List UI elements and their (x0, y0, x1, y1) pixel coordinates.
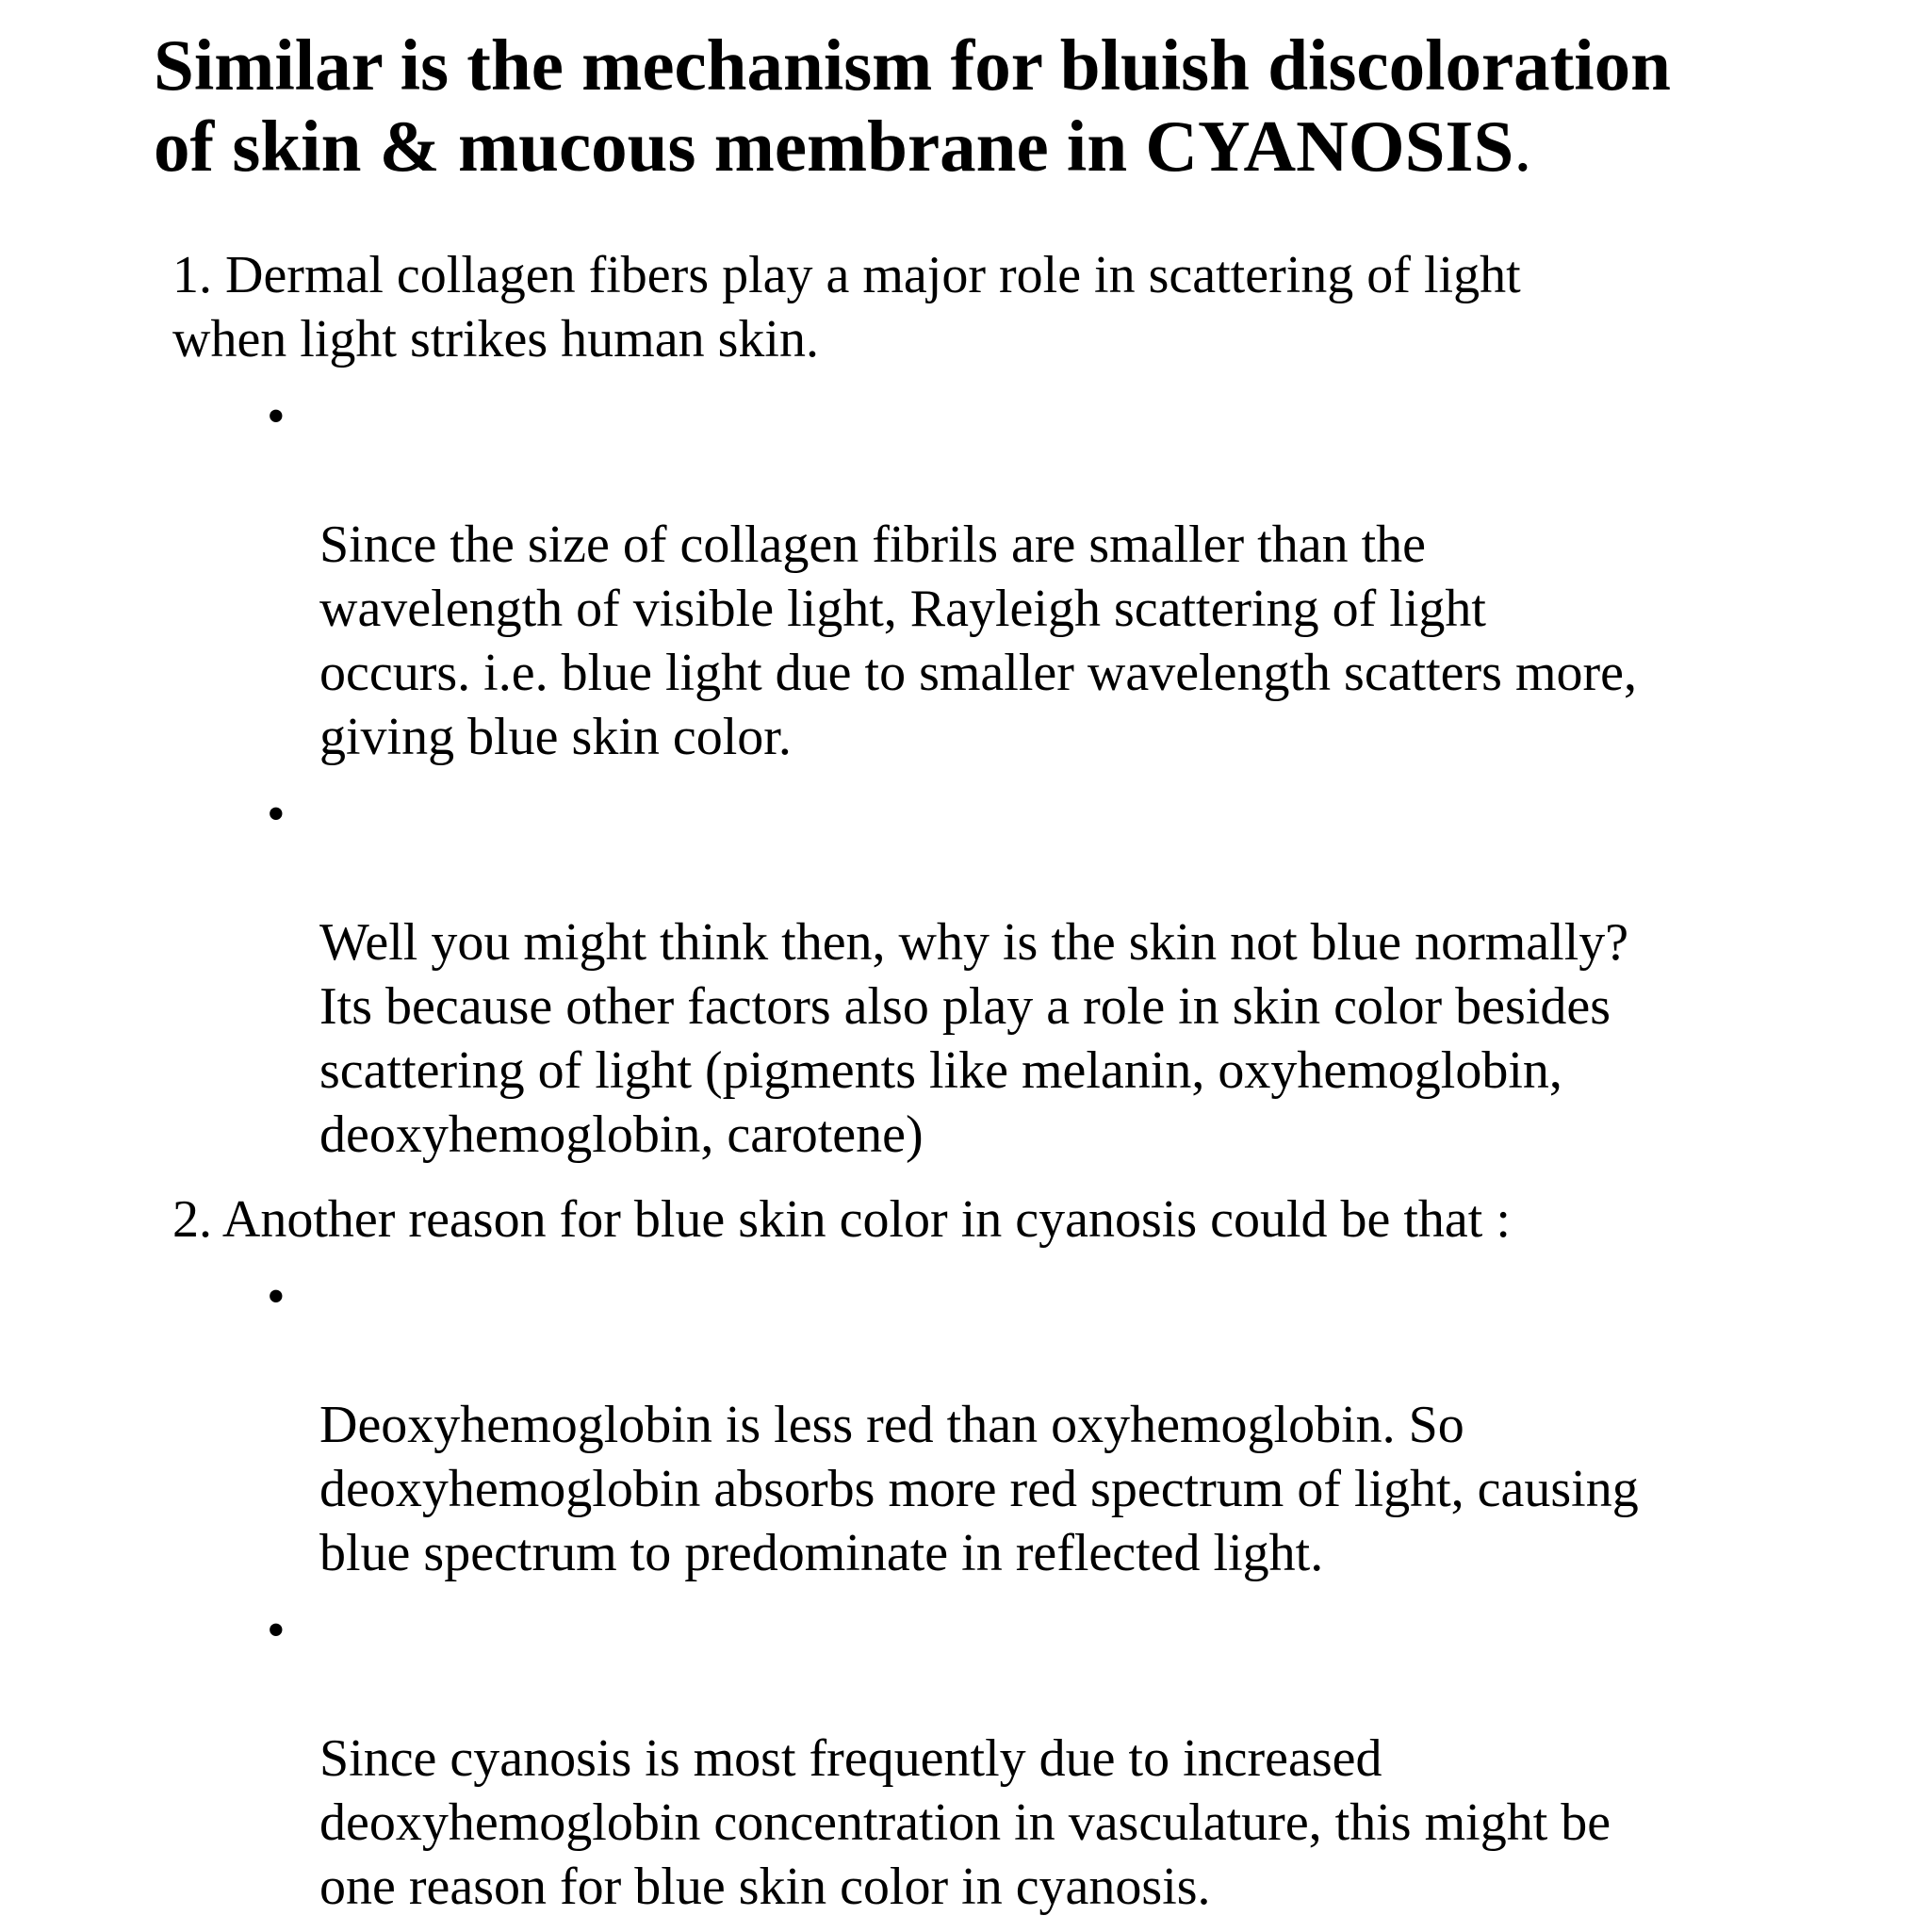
bullet-dot-icon: • (267, 387, 286, 446)
bullet-dot-icon: • (267, 1601, 286, 1660)
slide-title (154, 25, 1850, 187)
bullet-dot-icon: • (267, 1268, 286, 1326)
bullet-list-1 (172, 385, 1869, 1167)
bullet-item (267, 1598, 1869, 1919)
bullet-list-2 (172, 1265, 1869, 1919)
numbered-point-2: 2. Another reason for blue skin color in cyanosis could be that : (172, 1190, 1511, 1249)
bullet-text: Since the size of collagen fibrils are smaller than the wavelength of visible light, Rayleigh scattering of light occurs. i.e. blue light due to smaller wavelength scatters more, giving blue skin color. (319, 516, 1638, 766)
slide-title-period: . (1513, 106, 1532, 187)
bullet-item (267, 1265, 1869, 1585)
bullet-item (267, 385, 1869, 769)
bullet-dot-icon: • (267, 785, 286, 843)
bullet-text: Deoxyhemoglobin is less red than oxyhemoglobin. So deoxyhemoglobin absorbs more red spectrum of light, causing blue spectrum to predominate in reflected light. (319, 1396, 1639, 1582)
bullet-text: Well you might think then, why is the skin not blue normally? Its because other factors also play a role in skin color besides scattering of light (pigments like melanin, oxyhemoglobin, deoxyhemoglobin, carotene) (319, 913, 1629, 1164)
slide-body (172, 243, 1869, 1932)
bullet-text: Since cyanosis is most frequently due to increased deoxyhemoglobin concentration in vasculature, this might be one reason for blue skin color in cyanosis. (319, 1729, 1611, 1916)
numbered-point-1: 1. Dermal collagen fibers play a major role in scattering of light when light strikes human skin. (172, 246, 1521, 368)
slide-title-text: Similar is the mechanism for bluish discoloration of skin & mucous membrane in CYANOSIS (154, 25, 1672, 187)
bullet-item (267, 782, 1869, 1167)
